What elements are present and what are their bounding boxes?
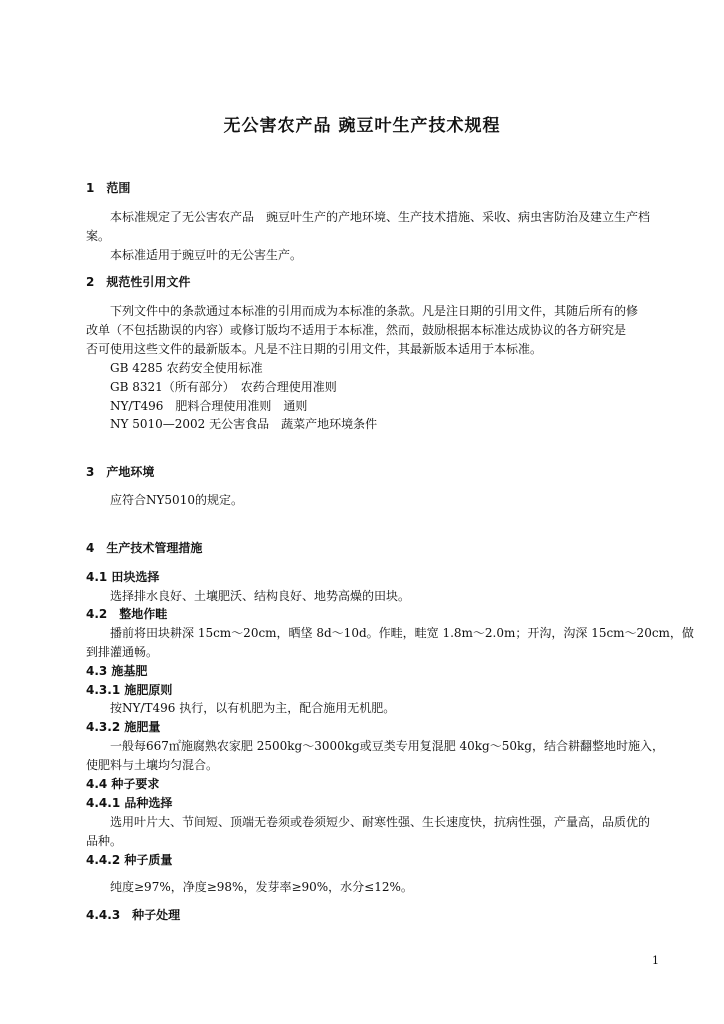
paragraph-line: 按NY/T496 执行，以有机肥为主，配合施用无机肥。 [110, 701, 396, 715]
reference-item: NY 5010—2002 无公害食品 蔬菜产地环境条件 [110, 417, 378, 431]
subsection-heading: 4.1 田块选择 [86, 570, 160, 584]
paragraph-line: 案。 [86, 229, 111, 243]
paragraph-line: 本标准适用于豌豆叶的无公害生产。 [110, 248, 303, 262]
paragraph-line: 品种。 [86, 834, 123, 848]
subsection-heading: 4.3.2 施肥量 [86, 720, 161, 734]
subsection-heading: 4.4 种子要求 [86, 777, 160, 791]
document-title: 无公害农产品 豌豆叶生产技术规程 [223, 116, 501, 136]
reference-item: GB 4285 农药安全使用标准 [110, 361, 263, 375]
subsection-heading: 4.4.2 种子质量 [86, 853, 173, 867]
paragraph-line: 使肥料与土壤均匀混合。 [86, 758, 219, 772]
paragraph-line: 选用叶片大、节间短、顶端无卷须或卷须短少、耐寒性强、生长速度快，抗病性强，产量高，品质优的 [110, 815, 651, 829]
paragraph-line: 下列文件中的条款通过本标准的引用而成为本标准的条款。凡是注日期的引用文件，其随后所有的修 [110, 304, 639, 318]
paragraph-line: 选择排水良好、土壤肥沃、结构良好、地势高燥的田块。 [110, 589, 411, 603]
section-heading-scope: 1 范围 [86, 181, 131, 195]
subsection-heading: 4.4.3 种子处理 [86, 908, 181, 922]
subsection-heading: 4.3 施基肥 [86, 664, 148, 678]
paragraph-line: 应符合NY5010的规定。 [110, 493, 243, 507]
section-heading-references: 2 规范性引用文件 [86, 275, 191, 289]
paragraph-line: 纯度≥97%，净度≥98%，发芽率≥90%，水分≤12%。 [110, 880, 413, 894]
subsection-heading: 4.3.1 施肥原则 [86, 683, 173, 697]
paragraph-line: 本标准规定了无公害农产品 豌豆叶生产的产地环境、生产技术措施、采收、病虫害防治及建立生产档 [110, 210, 651, 224]
section-heading-management: 4 生产技术管理措施 [86, 541, 203, 555]
paragraph-line: 到排灌通畅。 [86, 645, 159, 659]
subsection-heading: 4.2 整地作畦 [86, 607, 168, 621]
paragraph-line: 一般每667㎡施腐熟农家肥 2500kg～3000kg或豆类专用复混肥 40kg～50kg，结合耕翻整地时施入， [110, 739, 664, 753]
paragraph-line: 否可使用这些文件的最新版本。凡是不注日期的引用文件，其最新版本适用于本标准。 [86, 342, 543, 356]
paragraph-line: 播前将田块耕深 15cm～20cm，晒垡 8d～10d。作畦，畦宽 1.8m～2.0m；开沟，沟深 15cm～20cm，做 [110, 626, 694, 640]
reference-item: NY/T496 肥料合理使用准则 通则 [110, 399, 308, 413]
paragraph-line: 改单（不包括勘误的内容）或修订版均不适用于本标准，然而，鼓励根据本标准达成协议的各方研究是 [86, 323, 627, 337]
page-number: 1 [652, 954, 659, 967]
section-heading-environment: 3 产地环境 [86, 465, 155, 479]
subsection-heading: 4.4.1 品种选择 [86, 796, 173, 810]
reference-item: GB 8321（所有部分） 农药合理使用准则 [110, 380, 337, 394]
